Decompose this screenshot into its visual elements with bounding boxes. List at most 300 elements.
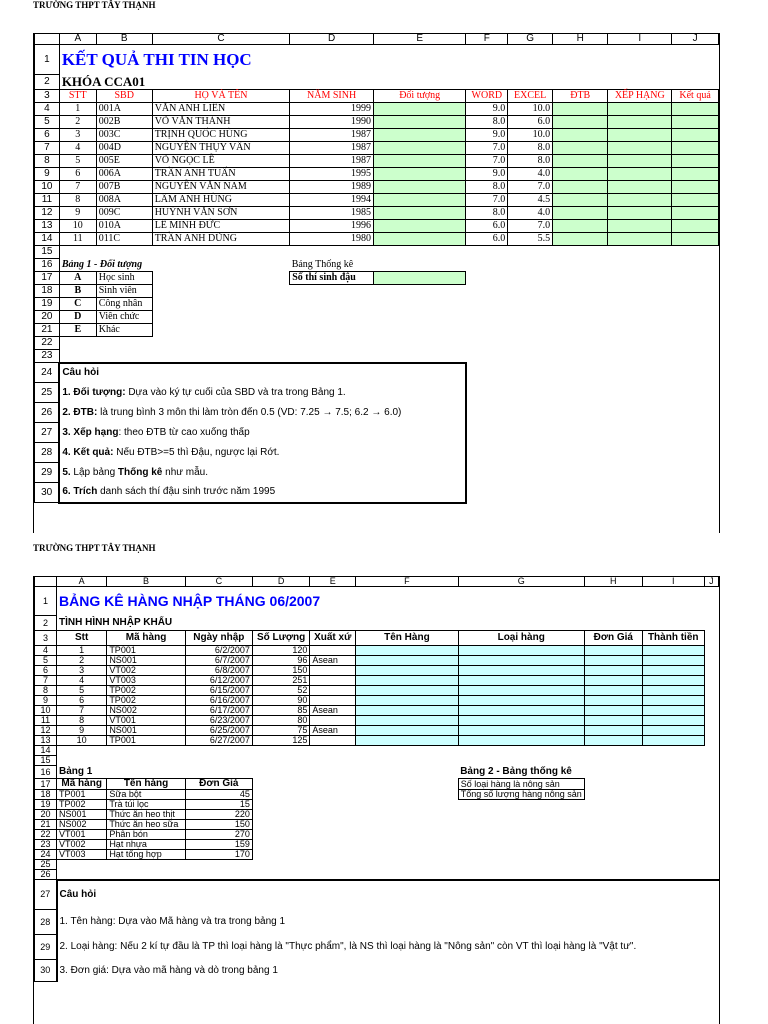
word-score-cell[interactable]: 8.0 — [466, 116, 508, 129]
ma-hang-cell[interactable]: TP002 — [107, 686, 185, 696]
word-score-cell[interactable]: 7.0 — [466, 194, 508, 207]
col-header[interactable]: A — [57, 577, 107, 587]
stt-cell[interactable]: 1 — [57, 646, 107, 656]
sheet-subtitle[interactable]: TÌNH HÌNH NHẬP KHẨU — [59, 616, 173, 628]
bang1-code[interactable]: D — [59, 311, 96, 324]
header-cell[interactable]: WORD — [466, 90, 508, 103]
xep-hang-cell[interactable] — [608, 155, 672, 168]
row-number[interactable]: 10 — [35, 706, 57, 716]
doi-tuong-cell[interactable] — [374, 142, 466, 155]
row-number[interactable]: 15 — [35, 756, 57, 766]
stt-cell[interactable]: 9 — [57, 726, 107, 736]
row-number[interactable]: 11 — [35, 194, 60, 207]
row-number[interactable]: 9 — [35, 696, 57, 706]
stt-cell[interactable]: 4 — [57, 676, 107, 686]
word-score-cell[interactable]: 9.0 — [466, 168, 508, 181]
ma-hang-cell[interactable]: VT003 — [107, 676, 185, 686]
row-number[interactable]: 27 — [35, 423, 60, 443]
row-number[interactable]: 5 — [35, 116, 60, 129]
ma-hang-cell[interactable]: TP002 — [107, 696, 185, 706]
doi-tuong-cell[interactable] — [374, 220, 466, 233]
dtb-cell[interactable] — [553, 168, 608, 181]
ma-hang-cell[interactable]: NS002 — [107, 706, 185, 716]
excel-score-cell[interactable]: 4.0 — [508, 168, 553, 181]
xuat-xu-cell[interactable]: Asean — [310, 706, 356, 716]
bang2-title[interactable]: Bảng 2 - Bảng thống kê — [460, 765, 572, 777]
name-cell[interactable]: VÕ NGỌC LỄ — [152, 155, 290, 168]
col-header[interactable]: D — [290, 34, 374, 45]
col-header[interactable]: G — [508, 34, 553, 45]
header-cell[interactable]: ĐTB — [553, 90, 608, 103]
xuat-xu-cell[interactable] — [310, 686, 356, 696]
excel-score-cell[interactable]: 7.0 — [508, 220, 553, 233]
doi-tuong-cell[interactable] — [374, 168, 466, 181]
so-luong-cell[interactable]: 150 — [252, 666, 309, 676]
stt-cell[interactable]: 11 — [59, 233, 96, 246]
ket-qua-cell[interactable] — [672, 194, 719, 207]
header-cell[interactable]: NĂM SINH — [290, 90, 374, 103]
bang1-don-gia[interactable]: 159 — [185, 840, 252, 850]
row-number[interactable]: 5 — [35, 656, 57, 666]
row-number[interactable]: 7 — [35, 142, 60, 155]
loai-hang-cell[interactable] — [458, 686, 584, 696]
birth-year-cell[interactable]: 1987 — [290, 155, 374, 168]
excel-score-cell[interactable]: 8.0 — [508, 155, 553, 168]
ma-hang-cell[interactable]: VT002 — [107, 666, 185, 676]
stt-cell[interactable]: 8 — [57, 716, 107, 726]
empty-cell[interactable] — [704, 666, 718, 676]
col-header[interactable]: G — [458, 577, 584, 587]
row-number[interactable]: 23 — [35, 350, 60, 363]
row-number[interactable]: 28 — [35, 443, 60, 463]
bang1-don-gia[interactable]: 45 — [185, 790, 252, 800]
col-header[interactable]: J — [672, 34, 719, 45]
row-number[interactable]: 25 — [35, 383, 60, 403]
row-number[interactable]: 18 — [35, 285, 60, 298]
header-cell[interactable]: Thành tiền — [642, 631, 704, 646]
sbd-cell[interactable]: 011C — [96, 233, 152, 246]
xep-hang-cell[interactable] — [608, 142, 672, 155]
excel-score-cell[interactable]: 10.0 — [508, 103, 553, 116]
bang2-label[interactable]: Số loại hàng là nông sản — [458, 779, 584, 790]
thanh-tien-cell[interactable] — [642, 666, 704, 676]
dtb-cell[interactable] — [553, 194, 608, 207]
bang1-don-gia[interactable]: 170 — [185, 850, 252, 860]
name-cell[interactable]: VÕ VĂN THÀNH — [152, 116, 290, 129]
bang1-label[interactable]: Công nhân — [96, 298, 152, 311]
ket-qua-cell[interactable] — [672, 220, 719, 233]
doi-tuong-cell[interactable] — [374, 181, 466, 194]
question-3[interactable]: 3. Đơn giá: Dựa vào mã hàng và dò trong bảng 1 — [57, 960, 719, 982]
ket-qua-cell[interactable] — [672, 207, 719, 220]
empty-cell[interactable] — [252, 840, 458, 850]
birth-year-cell[interactable]: 1987 — [290, 142, 374, 155]
question-1[interactable]: 1. Tên hàng: Dựa vào Mã hàng và tra trong bảng 1 — [57, 910, 719, 935]
empty-cell[interactable] — [252, 800, 458, 810]
empty-cell[interactable] — [252, 790, 458, 800]
header-cell[interactable]: EXCEL — [508, 90, 553, 103]
loai-hang-cell[interactable] — [458, 646, 584, 656]
row-number[interactable]: 19 — [35, 298, 60, 311]
row-number[interactable]: 21 — [35, 820, 57, 830]
don-gia-cell[interactable] — [584, 736, 642, 746]
thanh-tien-cell[interactable] — [642, 646, 704, 656]
ngay-nhap-cell[interactable]: 6/27/2007 — [185, 736, 252, 746]
row-number[interactable]: 2 — [35, 616, 57, 631]
bang1-ten-hang[interactable]: Hạt nhựa — [107, 840, 185, 850]
loai-hang-cell[interactable] — [458, 726, 584, 736]
empty-cell[interactable] — [252, 830, 458, 840]
stt-cell[interactable]: 9 — [59, 207, 96, 220]
doi-tuong-cell[interactable] — [374, 129, 466, 142]
ngay-nhap-cell[interactable]: 6/2/2007 — [185, 646, 252, 656]
bang1-ma-hang[interactable]: TP002 — [57, 800, 107, 810]
bang1-ma-hang[interactable]: VT003 — [57, 850, 107, 860]
sbd-cell[interactable]: 008A — [96, 194, 152, 207]
dtb-cell[interactable] — [553, 116, 608, 129]
xep-hang-cell[interactable] — [608, 129, 672, 142]
row-number[interactable]: 25 — [35, 860, 57, 870]
course-subtitle[interactable]: KHÓA CCA01 — [61, 74, 146, 90]
bang1-label[interactable]: Viên chức — [96, 311, 152, 324]
doi-tuong-cell[interactable] — [374, 207, 466, 220]
stt-cell[interactable]: 6 — [57, 696, 107, 706]
row-number[interactable]: 24 — [35, 363, 60, 383]
birth-year-cell[interactable]: 1989 — [290, 181, 374, 194]
xep-hang-cell[interactable] — [608, 233, 672, 246]
row-number[interactable]: 14 — [35, 746, 57, 756]
row-number[interactable]: 20 — [35, 810, 57, 820]
thanh-tien-cell[interactable] — [642, 706, 704, 716]
excel-score-cell[interactable]: 4.0 — [508, 207, 553, 220]
thongke-value[interactable] — [374, 272, 466, 285]
excel-score-cell[interactable]: 6.0 — [508, 116, 553, 129]
don-gia-cell[interactable] — [584, 696, 642, 706]
row-number[interactable]: 9 — [35, 168, 60, 181]
stt-cell[interactable]: 2 — [59, 116, 96, 129]
ngay-nhap-cell[interactable]: 6/23/2007 — [185, 716, 252, 726]
thanh-tien-cell[interactable] — [642, 716, 704, 726]
name-cell[interactable]: LÂM ANH HÙNG — [152, 194, 290, 207]
name-cell[interactable]: TRẦN ANH TUẤN — [152, 168, 290, 181]
col-header[interactable]: I — [608, 34, 672, 45]
ngay-nhap-cell[interactable]: 6/8/2007 — [185, 666, 252, 676]
ket-qua-cell[interactable] — [672, 142, 719, 155]
bang1-code[interactable]: B — [59, 285, 96, 298]
stt-cell[interactable]: 8 — [59, 194, 96, 207]
bang2-label[interactable]: Tổng số lượng hàng nông sản — [458, 790, 584, 800]
empty-cell[interactable] — [704, 716, 718, 726]
header-cell[interactable]: Đối tượng — [374, 90, 466, 103]
col-header[interactable]: I — [642, 577, 704, 587]
bang1-header[interactable]: Mã hàng — [57, 779, 107, 790]
doi-tuong-cell[interactable] — [374, 155, 466, 168]
ten-hang-cell[interactable] — [356, 676, 459, 686]
doi-tuong-cell[interactable] — [374, 233, 466, 246]
empty-cell[interactable] — [704, 646, 718, 656]
name-cell[interactable]: NGUYỄN THỤY VÂN — [152, 142, 290, 155]
col-header[interactable]: H — [584, 577, 642, 587]
header-cell[interactable]: Mã hàng — [107, 631, 185, 646]
ten-hang-cell[interactable] — [356, 686, 459, 696]
bang1-don-gia[interactable]: 220 — [185, 810, 252, 820]
thanh-tien-cell[interactable] — [642, 686, 704, 696]
ten-hang-cell[interactable] — [356, 646, 459, 656]
row-number[interactable]: 24 — [35, 850, 57, 860]
xep-hang-cell[interactable] — [608, 181, 672, 194]
bang1-header[interactable]: Tên hàng — [107, 779, 185, 790]
question-1[interactable] — [59, 383, 466, 403]
bang1-ma-hang[interactable]: VT002 — [57, 840, 107, 850]
word-score-cell[interactable]: 7.0 — [466, 142, 508, 155]
don-gia-cell[interactable] — [584, 686, 642, 696]
so-luong-cell[interactable]: 52 — [252, 686, 309, 696]
word-score-cell[interactable]: 8.0 — [466, 181, 508, 194]
stt-cell[interactable]: 2 — [57, 656, 107, 666]
empty-cell[interactable] — [252, 820, 458, 830]
so-luong-cell[interactable]: 96 — [252, 656, 309, 666]
row-number[interactable]: 7 — [35, 676, 57, 686]
thanh-tien-cell[interactable] — [642, 726, 704, 736]
question-2[interactable]: 2. Loại hàng: Nếu 2 kí tự đầu là TP thì loại hàng là "Thực phẩm", là NS thì loại hàng là "Nông sản" còn VT thì loại hàng là "Vật tư". — [57, 935, 719, 960]
don-gia-cell[interactable] — [584, 676, 642, 686]
loai-hang-cell[interactable] — [458, 736, 584, 746]
header-cell[interactable]: Ngày nhập — [185, 631, 252, 646]
row-number[interactable]: 4 — [35, 103, 60, 116]
ten-hang-cell[interactable] — [356, 706, 459, 716]
empty-cell[interactable] — [252, 850, 458, 860]
thanh-tien-cell[interactable] — [642, 676, 704, 686]
excel-score-cell[interactable]: 8.0 — [508, 142, 553, 155]
ma-hang-cell[interactable]: VT001 — [107, 716, 185, 726]
bang1-ma-hang[interactable]: NS001 — [57, 810, 107, 820]
excel-score-cell[interactable]: 10.0 — [508, 129, 553, 142]
empty-cell[interactable] — [252, 810, 458, 820]
birth-year-cell[interactable]: 1996 — [290, 220, 374, 233]
row-number[interactable]: 8 — [35, 155, 60, 168]
row-number[interactable]: 20 — [35, 311, 60, 324]
so-luong-cell[interactable]: 90 — [252, 696, 309, 706]
header-cell[interactable]: XẾP HẠNG — [608, 90, 672, 103]
sbd-cell[interactable]: 010A — [96, 220, 152, 233]
ngay-nhap-cell[interactable]: 6/16/2007 — [185, 696, 252, 706]
row-number[interactable]: 1 — [35, 45, 60, 75]
so-luong-cell[interactable]: 75 — [252, 726, 309, 736]
row-number[interactable]: 10 — [35, 181, 60, 194]
row-number[interactable]: 11 — [35, 716, 57, 726]
col-header[interactable]: F — [356, 577, 459, 587]
bang1-ten-hang[interactable]: Sữa bột — [107, 790, 185, 800]
stt-cell[interactable]: 10 — [57, 736, 107, 746]
loai-hang-cell[interactable] — [458, 716, 584, 726]
sheet-title[interactable]: KẾT QUẢ THI TIN HỌC — [61, 50, 252, 70]
don-gia-cell[interactable] — [584, 666, 642, 676]
so-luong-cell[interactable]: 120 — [252, 646, 309, 656]
name-cell[interactable]: VĂN ANH LIÊN — [152, 103, 290, 116]
question-4[interactable] — [59, 443, 466, 463]
row-number[interactable]: 22 — [35, 337, 60, 350]
sbd-cell[interactable]: 003C — [96, 129, 152, 142]
row-number[interactable]: 18 — [35, 790, 57, 800]
bang1-code[interactable]: C — [59, 298, 96, 311]
xep-hang-cell[interactable] — [608, 207, 672, 220]
row-number[interactable]: 27 — [35, 880, 57, 910]
xuat-xu-cell[interactable] — [310, 666, 356, 676]
so-luong-cell[interactable]: 85 — [252, 706, 309, 716]
header-cell[interactable]: STT — [59, 90, 96, 103]
don-gia-cell[interactable] — [584, 726, 642, 736]
excel-score-cell[interactable]: 5.5 — [508, 233, 553, 246]
dtb-cell[interactable] — [553, 129, 608, 142]
empty-cell[interactable] — [704, 696, 718, 706]
ket-qua-cell[interactable] — [672, 168, 719, 181]
dtb-cell[interactable] — [553, 233, 608, 246]
ket-qua-cell[interactable] — [672, 233, 719, 246]
row-number[interactable]: 13 — [35, 736, 57, 746]
xuat-xu-cell[interactable] — [310, 736, 356, 746]
word-score-cell[interactable]: 8.0 — [466, 207, 508, 220]
xep-hang-cell[interactable] — [608, 194, 672, 207]
doi-tuong-cell[interactable] — [374, 116, 466, 129]
ket-qua-cell[interactable] — [672, 181, 719, 194]
xep-hang-cell[interactable] — [608, 168, 672, 181]
loai-hang-cell[interactable] — [458, 696, 584, 706]
sbd-cell[interactable]: 009C — [96, 207, 152, 220]
row-number[interactable]: 16 — [35, 766, 57, 779]
sbd-cell[interactable]: 007B — [96, 181, 152, 194]
row-number[interactable]: 29 — [35, 463, 60, 483]
bang1-label[interactable]: Khác — [96, 324, 152, 337]
thongke-label[interactable]: Số thí sinh đậu — [290, 272, 374, 285]
question-3[interactable] — [59, 423, 466, 443]
doi-tuong-cell[interactable] — [374, 103, 466, 116]
birth-year-cell[interactable]: 1990 — [290, 116, 374, 129]
row-number[interactable]: 29 — [35, 935, 57, 960]
sbd-cell[interactable]: 002B — [96, 116, 152, 129]
sbd-cell[interactable]: 004D — [96, 142, 152, 155]
stt-cell[interactable]: 1 — [59, 103, 96, 116]
stt-cell[interactable]: 10 — [59, 220, 96, 233]
bang1-don-gia[interactable]: 15 — [185, 800, 252, 810]
ten-hang-cell[interactable] — [356, 656, 459, 666]
sheet-title[interactable]: BẢNG KÊ HÀNG NHẬP THÁNG 06/2007 — [59, 593, 321, 610]
bang1-don-gia[interactable]: 270 — [185, 830, 252, 840]
ngay-nhap-cell[interactable]: 6/25/2007 — [185, 726, 252, 736]
header-cell[interactable]: Số Lượng — [252, 631, 309, 646]
name-cell[interactable]: TRẦN ANH DŨNG — [152, 233, 290, 246]
row-number[interactable]: 8 — [35, 686, 57, 696]
bang1-label[interactable]: Học sinh — [96, 272, 152, 285]
col-header[interactable]: B — [96, 34, 152, 45]
header-cell[interactable]: SBD — [96, 90, 152, 103]
birth-year-cell[interactable]: 1995 — [290, 168, 374, 181]
bang1-title[interactable]: Bảng 1 - Đối tượng — [61, 258, 143, 270]
row-number[interactable]: 26 — [35, 870, 57, 880]
empty-cell[interactable] — [584, 790, 718, 800]
don-gia-cell[interactable] — [584, 646, 642, 656]
excel-score-cell[interactable]: 4.5 — [508, 194, 553, 207]
col-header[interactable]: E — [310, 577, 356, 587]
bang1-label[interactable]: Sinh viên — [96, 285, 152, 298]
stt-cell[interactable]: 6 — [59, 168, 96, 181]
birth-year-cell[interactable]: 1985 — [290, 207, 374, 220]
empty-cell[interactable] — [704, 686, 718, 696]
word-score-cell[interactable]: 7.0 — [466, 155, 508, 168]
stt-cell[interactable]: 7 — [57, 706, 107, 716]
stt-cell[interactable]: 3 — [59, 129, 96, 142]
ma-hang-cell[interactable]: TP001 — [107, 736, 185, 746]
dtb-cell[interactable] — [553, 142, 608, 155]
ngay-nhap-cell[interactable]: 6/12/2007 — [185, 676, 252, 686]
row-number[interactable]: 1 — [35, 587, 57, 616]
empty-cell[interactable] — [458, 820, 718, 830]
empty-cell[interactable] — [704, 706, 718, 716]
question-2[interactable] — [59, 403, 466, 423]
row-number[interactable]: 21 — [35, 324, 60, 337]
name-cell[interactable]: HUỲNH VĂN SƠN — [152, 207, 290, 220]
row-number[interactable]: 30 — [35, 960, 57, 982]
ten-hang-cell[interactable] — [356, 736, 459, 746]
xep-hang-cell[interactable] — [608, 103, 672, 116]
row-number[interactable]: 15 — [35, 246, 60, 259]
xep-hang-cell[interactable] — [608, 116, 672, 129]
empty-cell[interactable] — [704, 736, 718, 746]
row-number[interactable]: 28 — [35, 910, 57, 935]
ket-qua-cell[interactable] — [672, 116, 719, 129]
ma-hang-cell[interactable]: NS001 — [107, 726, 185, 736]
xep-hang-cell[interactable] — [608, 220, 672, 233]
empty-cell[interactable] — [458, 850, 718, 860]
row-number[interactable]: 13 — [35, 220, 60, 233]
stt-cell[interactable]: 5 — [57, 686, 107, 696]
row-number[interactable]: 6 — [35, 129, 60, 142]
birth-year-cell[interactable]: 1994 — [290, 194, 374, 207]
ngay-nhap-cell[interactable]: 6/15/2007 — [185, 686, 252, 696]
doi-tuong-cell[interactable] — [374, 194, 466, 207]
bang1-ma-hang[interactable]: NS002 — [57, 820, 107, 830]
sbd-cell[interactable]: 006A — [96, 168, 152, 181]
don-gia-cell[interactable] — [584, 656, 642, 666]
bang1-ma-hang[interactable]: VT001 — [57, 830, 107, 840]
header-cell[interactable]: Xuất xứ — [310, 631, 356, 646]
row-number[interactable]: 2 — [35, 75, 60, 90]
row-number[interactable]: 26 — [35, 403, 60, 423]
row-number[interactable]: 22 — [35, 830, 57, 840]
header-cell[interactable]: HỌ VÀ TÊN — [152, 90, 290, 103]
don-gia-cell[interactable] — [584, 716, 642, 726]
ket-qua-cell[interactable] — [672, 103, 719, 116]
xuat-xu-cell[interactable] — [310, 716, 356, 726]
questions-heading[interactable]: Câu hỏi — [57, 880, 719, 910]
col-header[interactable]: C — [152, 34, 290, 45]
birth-year-cell[interactable]: 1987 — [290, 129, 374, 142]
row-number[interactable]: 14 — [35, 233, 60, 246]
bang1-title[interactable]: Bảng 1 — [59, 765, 93, 777]
bang1-ten-hang[interactable]: Phân bón — [107, 830, 185, 840]
so-luong-cell[interactable]: 251 — [252, 676, 309, 686]
don-gia-cell[interactable] — [584, 706, 642, 716]
xuat-xu-cell[interactable] — [310, 696, 356, 706]
word-score-cell[interactable]: 9.0 — [466, 129, 508, 142]
col-header[interactable]: A — [59, 34, 96, 45]
word-score-cell[interactable]: 6.0 — [466, 233, 508, 246]
dtb-cell[interactable] — [553, 155, 608, 168]
col-header[interactable]: C — [185, 577, 252, 587]
birth-year-cell[interactable]: 1980 — [290, 233, 374, 246]
stt-cell[interactable]: 3 — [57, 666, 107, 676]
thanh-tien-cell[interactable] — [642, 696, 704, 706]
so-luong-cell[interactable]: 125 — [252, 736, 309, 746]
